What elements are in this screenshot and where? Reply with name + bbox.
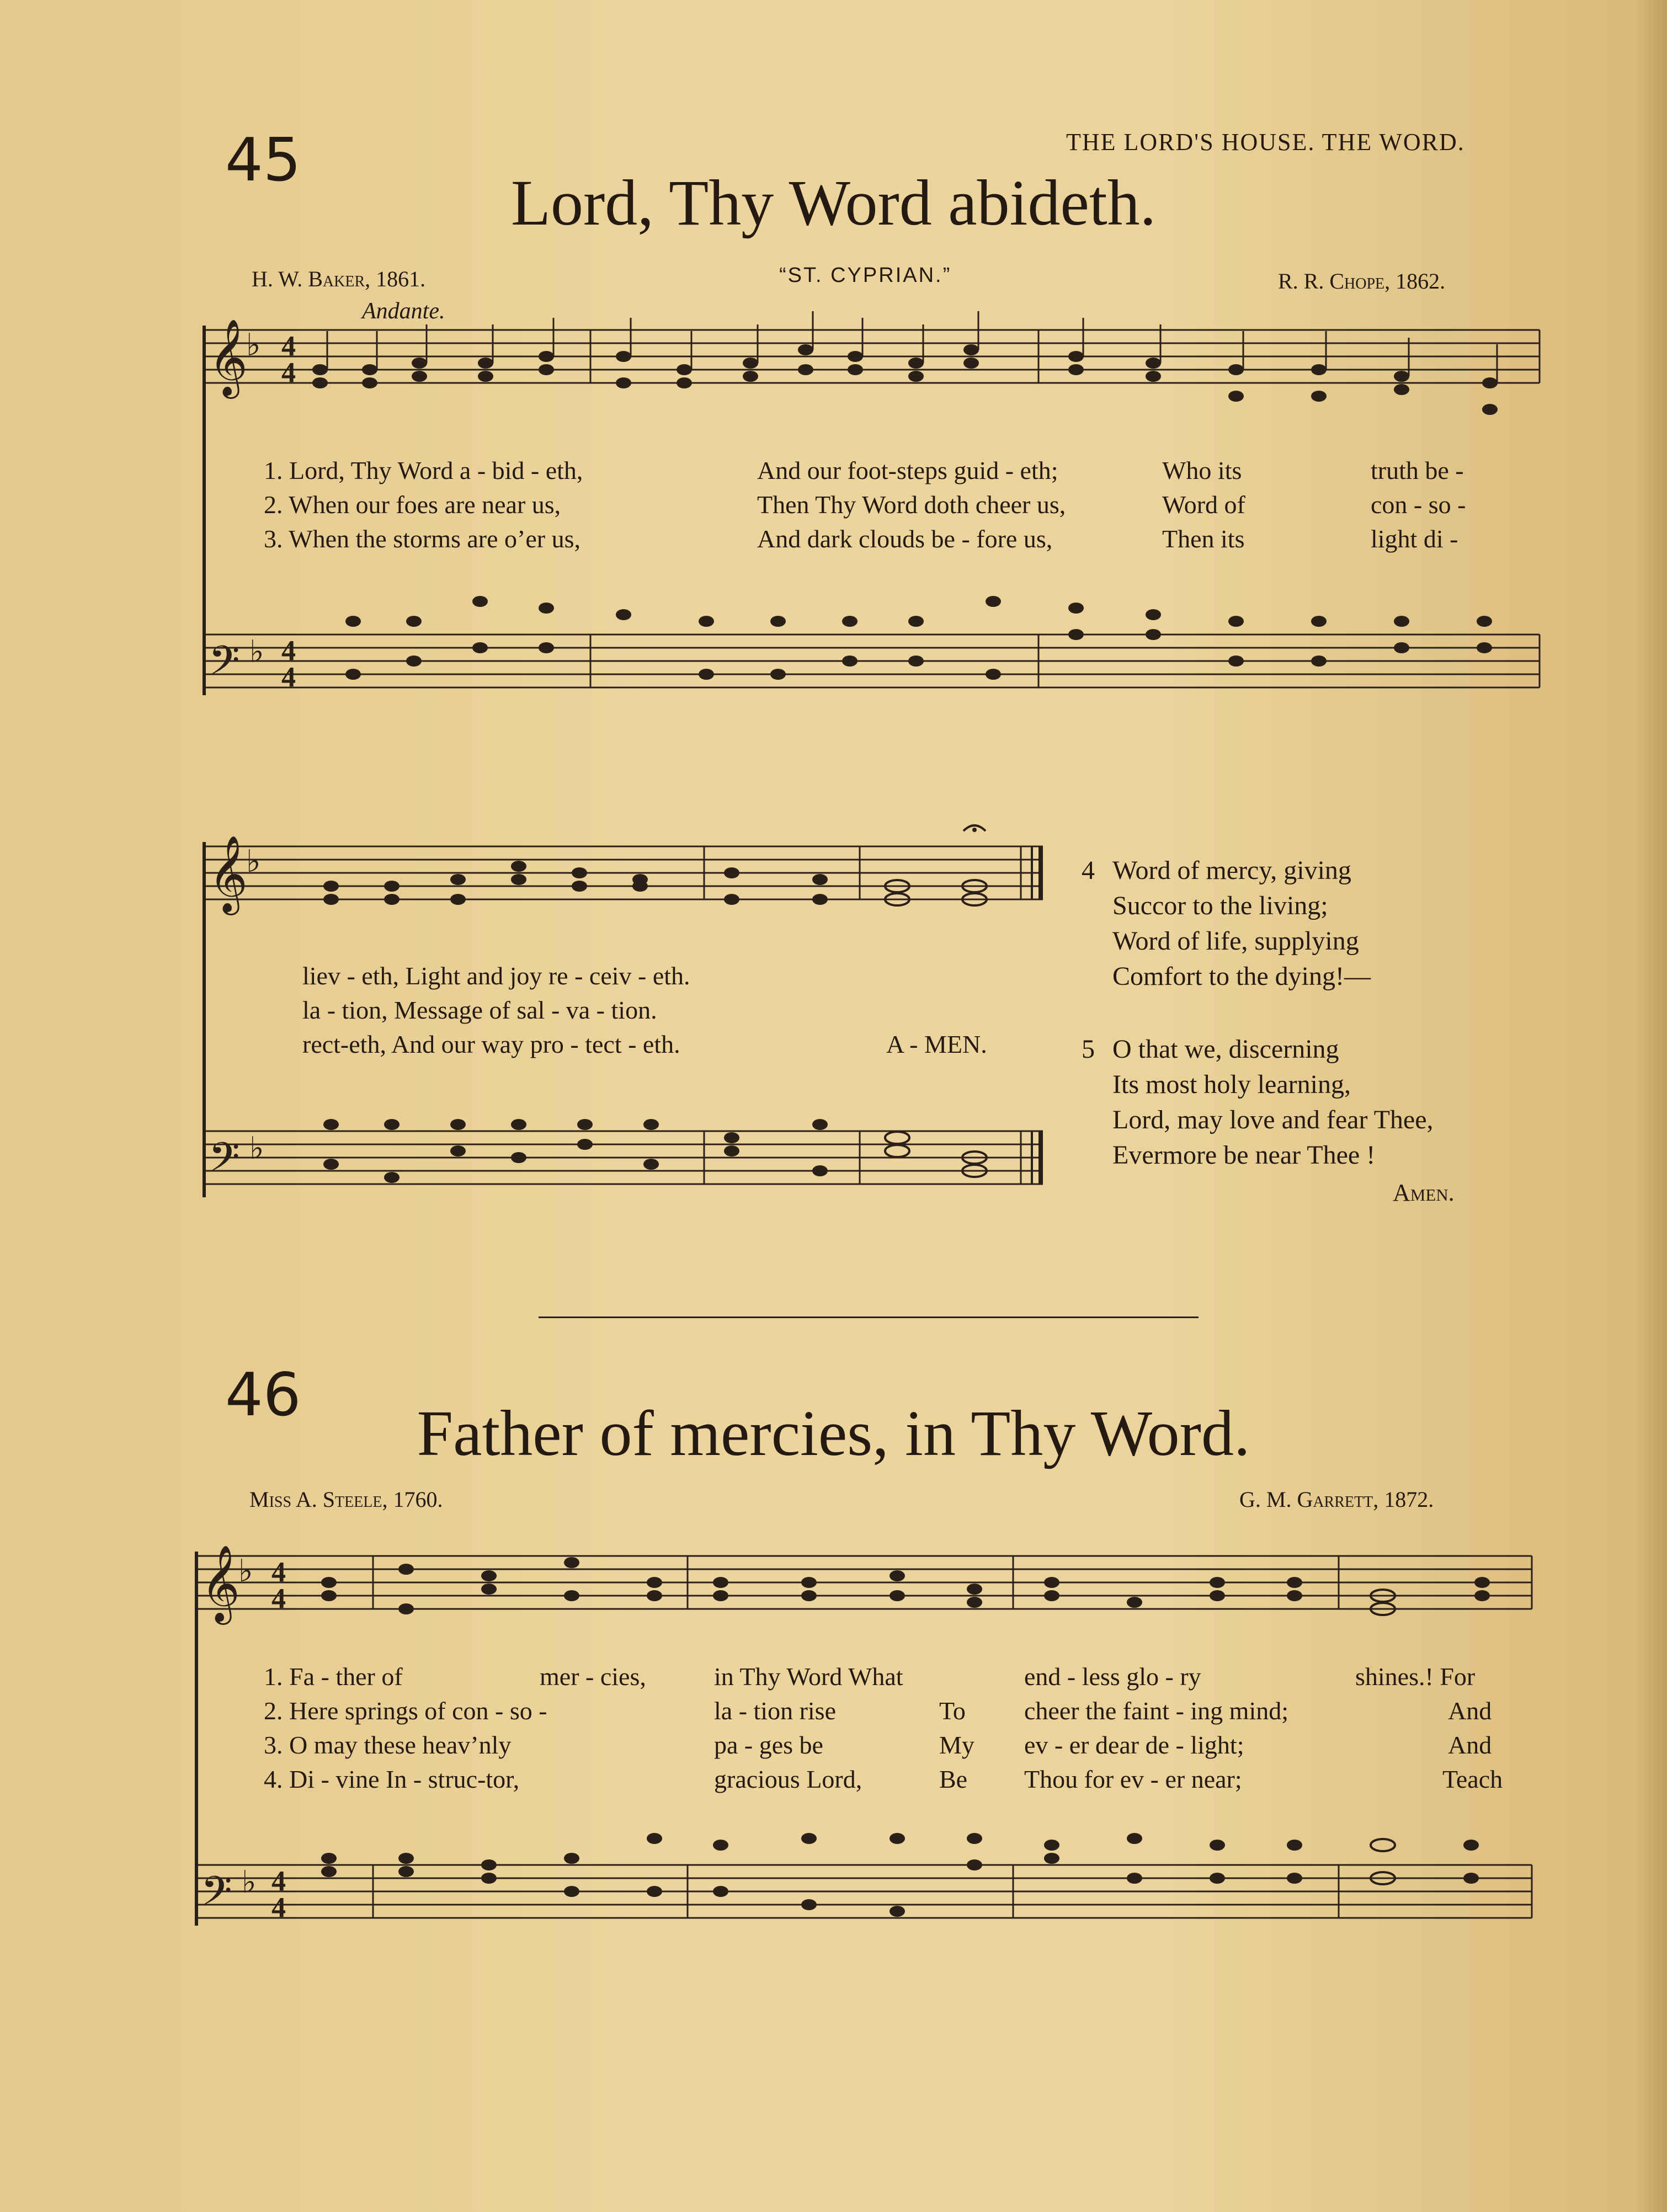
hymn-46-lyric-v2-a: 2. Here springs of con - so - bbox=[264, 1697, 547, 1725]
svg-text:4: 4 bbox=[271, 1557, 286, 1588]
svg-text:𝄞: 𝄞 bbox=[209, 835, 248, 912]
hymn-46-composer: G. M. Garrett, 1872. bbox=[1239, 1487, 1434, 1512]
svg-text:𝄢: 𝄢 bbox=[209, 637, 240, 694]
hymn-46-lyric-v4-b: gracious Lord, bbox=[714, 1765, 862, 1793]
hymn-45-lyric-v1-a: 1. Lord, Thy Word a - bid - eth, bbox=[264, 456, 583, 484]
hymn-46-lyric-v4-d: Thou for ev - er near; bbox=[1024, 1765, 1242, 1793]
svg-text:♭: ♭ bbox=[249, 1131, 264, 1166]
hymn-45-lyric-v3-a: 3. When the storms are o’er us, bbox=[264, 525, 580, 553]
hymn-45-lyric-s2-v1: liev - eth, Light and joy re - ceiv - eth. bbox=[302, 962, 690, 990]
svg-text:𝄢: 𝄢 bbox=[201, 1867, 232, 1924]
stanza-4-line-2: Succor to the living; bbox=[1112, 891, 1328, 920]
hymn-45-tempo: Andante. bbox=[362, 299, 445, 324]
page-edge-shadow bbox=[1634, 0, 1667, 2212]
svg-text:4: 4 bbox=[281, 357, 296, 388]
hymn-46-lyric-v1-b: mer - cies, bbox=[540, 1662, 646, 1691]
hymn-45-lyric-s2-v2: la - tion, Message of sal - va - tion. bbox=[302, 996, 657, 1024]
svg-text:4: 4 bbox=[271, 1892, 286, 1923]
hymn-46-lyric-v3-d: ev - er dear de - light; bbox=[1024, 1731, 1244, 1759]
hymn-46-title: Father of mercies, in Thy Word. bbox=[417, 1397, 1250, 1469]
svg-text:𝄢: 𝄢 bbox=[209, 1133, 240, 1190]
hymn-45-lyric-v1-d: truth be - bbox=[1371, 456, 1464, 484]
stanza-amen: Amen. bbox=[1393, 1179, 1455, 1206]
hymn-45-author: H. W. Baker, 1861. bbox=[252, 266, 426, 291]
hymn-46-lyric-v1-d: end - less glo - ry bbox=[1024, 1662, 1201, 1691]
hymn-divider bbox=[539, 1316, 1199, 1318]
svg-text:♭: ♭ bbox=[249, 634, 264, 670]
hymn-46-lyric-v1-c: in Thy Word What bbox=[714, 1662, 903, 1691]
hymn-45-number: 45 bbox=[225, 126, 301, 195]
stanza-5-line-1: O that we, discerning bbox=[1112, 1035, 1339, 1064]
svg-text:4: 4 bbox=[281, 662, 296, 693]
running-head: THE LORD'S HOUSE. THE WORD. bbox=[1066, 129, 1465, 156]
hymn-45-lyric-v3-b: And dark clouds be - fore us, bbox=[757, 525, 1053, 553]
hymn-45-lyric-v2-d: con - so - bbox=[1371, 491, 1466, 519]
hymn-46-lyric-v1-e: shines.! For bbox=[1355, 1662, 1476, 1691]
hymn-46-lyric-v4-a: 4. Di - vine In - struc-tor, bbox=[264, 1765, 520, 1793]
svg-text:4: 4 bbox=[271, 1583, 286, 1614]
hymn-45-lyric-v3-c: Then its bbox=[1162, 525, 1245, 553]
hymn-45-lyric-v2-c: Word of bbox=[1162, 491, 1245, 519]
hymn-46-lyric-v3-a: 3. O may these heav’nly bbox=[264, 1731, 512, 1759]
stanza-5-line-2: Its most holy learning, bbox=[1112, 1070, 1351, 1099]
stanza-5-line-3: Lord, may love and fear Thee, bbox=[1112, 1105, 1434, 1134]
svg-text:4: 4 bbox=[271, 1865, 286, 1897]
hymn-45-lyric-v2-a: 2. When our foes are near us, bbox=[264, 491, 561, 519]
hymn-46-lyric-v2-b: la - tion rise bbox=[714, 1697, 836, 1725]
svg-text:4: 4 bbox=[281, 635, 296, 667]
stanza-4-line-4: Comfort to the dying!— bbox=[1112, 962, 1371, 991]
stanza-4-line-1: Word of mercy, giving bbox=[1112, 856, 1351, 885]
hymn-45-composer: R. R. Chope, 1862. bbox=[1278, 269, 1446, 294]
hymn-46-lyric-v1-a: 1. Fa - ther of bbox=[264, 1662, 403, 1691]
hymn-46-lyric-v3-c: My bbox=[939, 1731, 974, 1759]
hymn-45-lyric-v1-c: Who its bbox=[1162, 456, 1242, 484]
hymn-46-author: Miss A. Steele, 1760. bbox=[249, 1487, 443, 1512]
svg-text:♭: ♭ bbox=[246, 844, 261, 880]
hymn-45-title: Lord, Thy Word abideth. bbox=[510, 167, 1157, 239]
hymn-46-lyric-v2-e: And bbox=[1448, 1697, 1492, 1725]
hymn-45-amen-lyric: A - MEN. bbox=[886, 1030, 987, 1058]
stanza-4-number: 4 bbox=[1082, 856, 1095, 885]
hymn-45-lyric-v3-d: light di - bbox=[1371, 525, 1458, 553]
hymn-46-lyric-v3-e: And bbox=[1448, 1731, 1492, 1759]
hymn-46-number: 46 bbox=[225, 1361, 301, 1430]
hymn-45-lyric-v2-b: Then Thy Word doth cheer us, bbox=[757, 491, 1066, 519]
svg-text:𝄞: 𝄞 bbox=[201, 1545, 240, 1622]
svg-text:♭: ♭ bbox=[242, 1864, 257, 1900]
hymn-45-lyric-s2-v3: rect-eth, And our way pro - tect - eth. bbox=[302, 1030, 680, 1058]
hymn-46-lyric-v3-b: pa - ges be bbox=[714, 1731, 823, 1759]
stanza-4-line-3: Word of life, supplying bbox=[1112, 926, 1359, 956]
svg-text:♭: ♭ bbox=[246, 327, 261, 363]
stanza-5-number: 5 bbox=[1082, 1035, 1095, 1064]
svg-text:𝄞: 𝄞 bbox=[209, 319, 248, 396]
hymn-45-tune-name: “ST. CYPRIAN.” bbox=[779, 264, 952, 287]
hymn-46-lyric-v4-e: Teach bbox=[1442, 1765, 1503, 1793]
hymn-46-lyric-v2-d: cheer the faint - ing mind; bbox=[1024, 1697, 1289, 1725]
hymn-46-lyric-v4-c: Be bbox=[939, 1765, 968, 1793]
stanza-5-line-4: Evermore be near Thee ! bbox=[1112, 1140, 1376, 1170]
svg-text:4: 4 bbox=[281, 331, 296, 362]
hymn-46-lyric-v2-c: To bbox=[939, 1697, 966, 1725]
hymn-45-lyric-v1-b: And our foot-steps guid - eth; bbox=[757, 456, 1058, 484]
svg-text:♭: ♭ bbox=[238, 1553, 253, 1589]
